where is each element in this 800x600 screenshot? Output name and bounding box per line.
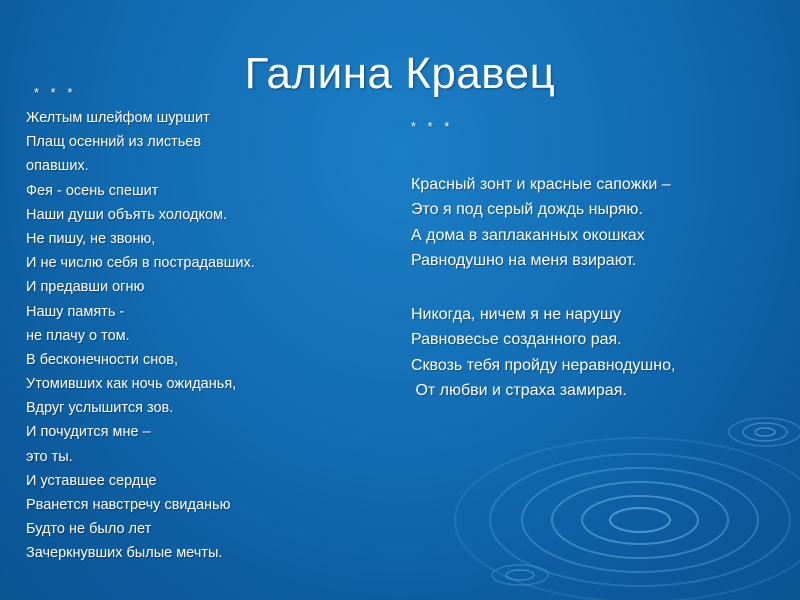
poem-line: Будто не было лет — [26, 521, 152, 538]
stanza-gap — [411, 273, 791, 302]
poem-line: Рванется навстречу свиданью — [26, 497, 231, 513]
poem-line: Не пишу, не звоню, — [26, 230, 156, 247]
poem-line: не плачу о том. — [26, 327, 130, 344]
poem-line: Наши души объять холодком. — [26, 206, 228, 223]
poem-line: От любви и страха замирая. — [411, 382, 627, 400]
poem-line: это ты. — [26, 448, 73, 465]
poem-line: Нашу память - — [26, 303, 125, 320]
poem-line: И предавши огню — [26, 279, 145, 296]
poem-separator-stars: * * * — [411, 119, 454, 134]
poem-line: Сквозь тебя пройду неравнодушно, — [411, 356, 676, 374]
poem-line: Фея - осень спешит — [26, 182, 159, 199]
poem-line: Зачеркнувших былые мечты. — [26, 545, 223, 562]
poem-line: А дома в заплаканных окошках — [411, 226, 645, 244]
poem-line: И не числю себя в пострадавших. — [26, 255, 255, 272]
slide-title: Галина Кравец — [244, 49, 556, 98]
poem-line: Равнодушно на меня взирают. — [411, 251, 637, 269]
poem-line: опавших. — [26, 158, 89, 175]
right-poem — [411, 114, 791, 403]
poem-line: Утомивших как ночь ожиданья, — [26, 376, 237, 393]
poem-line: Плащ осенний из листьев — [26, 134, 202, 151]
poem-line: Никогда, ничем я не нарушу — [411, 306, 621, 324]
poem-line: И почудится мне – — [26, 424, 151, 441]
poem-line: Вдруг услышится зов. — [26, 400, 174, 417]
poem-line: Красный зонт и красные сапожки – — [411, 176, 671, 193]
poem-separator-stars: * * * — [34, 85, 77, 100]
poem-line: Желтым шлейфом шуршит — [26, 110, 210, 126]
left-poem — [26, 80, 386, 566]
poem-line: И уставшее сердце — [26, 472, 157, 489]
poem-line: Равновесье созданного рая. — [411, 331, 622, 349]
poem-line: В бесконечности снов, — [26, 351, 179, 368]
poem-line: Это я под серый дождь ныряю. — [411, 201, 643, 219]
